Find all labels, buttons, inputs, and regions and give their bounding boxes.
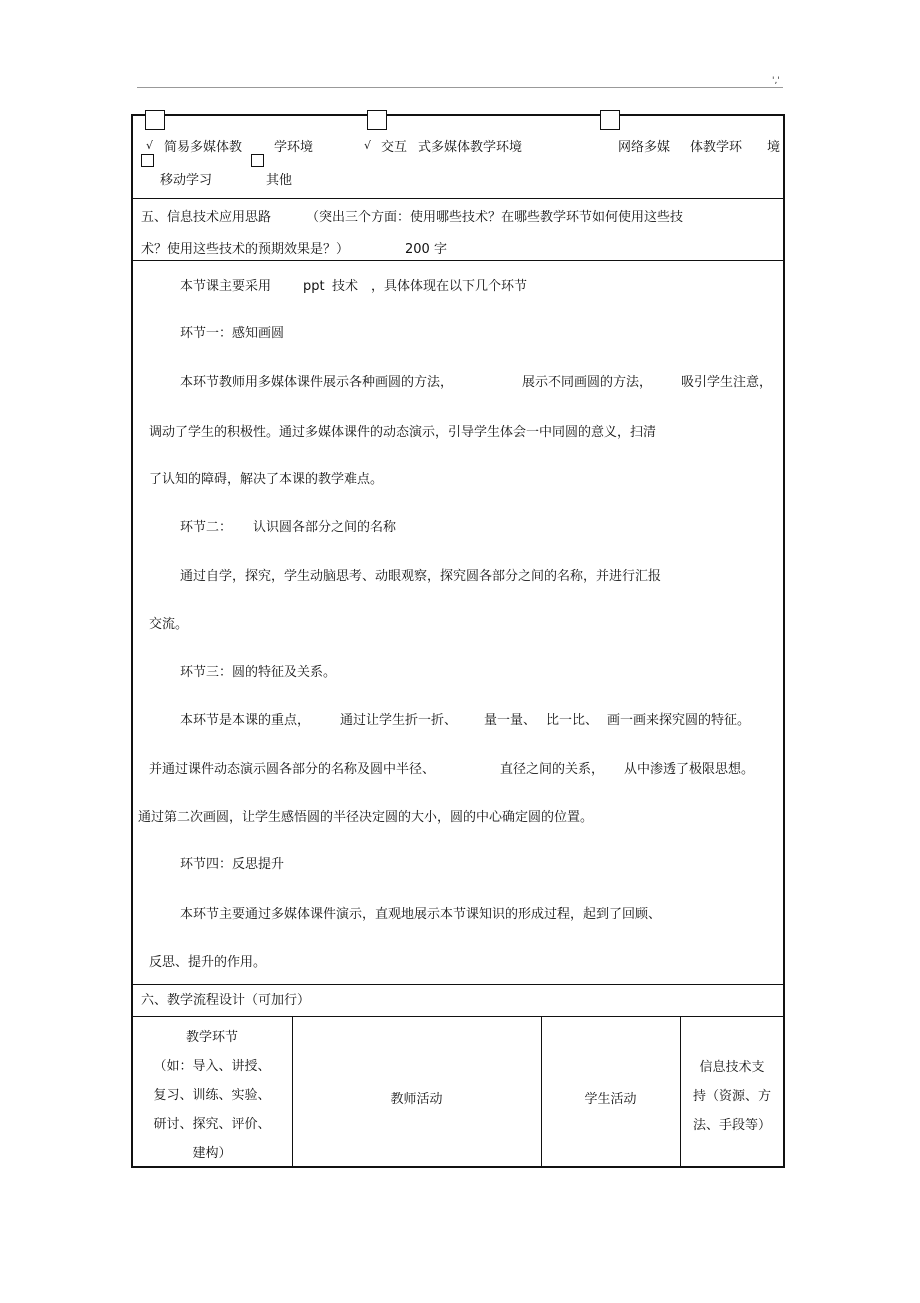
env-option-label: 网络多媒 <box>618 140 671 155</box>
body-text: 量一量、 <box>484 713 537 728</box>
body-text: 了认知的障碍，解决了本课的教学难点。 <box>149 472 384 487</box>
env-interactive-checkbox[interactable] <box>367 110 387 130</box>
column-header-stage <box>133 1023 291 1168</box>
body-text: 画一画来探究圆的特征。 <box>607 713 751 728</box>
body-text: ，具体体现在以下几个环节 <box>371 279 528 294</box>
body-text: 展示不同画圆的方法， <box>522 375 653 390</box>
env-option-label: 简易多媒体教 <box>164 140 243 155</box>
check-mark: √ <box>146 139 154 152</box>
cell-line: 持（资源、方 <box>692 1089 771 1104</box>
cell-line: 法、手段等） <box>692 1118 771 1133</box>
body-text: 直径之间的关系， <box>500 762 605 777</box>
body-text: 交流。 <box>149 617 189 632</box>
step-title: 环节四：反思提升 <box>180 857 285 872</box>
body-text: 比一比、 <box>546 713 599 728</box>
section6-title: 六、教学流程设计（可加行） <box>141 993 311 1008</box>
env-option-label: 境 <box>767 140 781 155</box>
body-text: 技术 <box>332 279 359 294</box>
body-text: 本环节主要通过多媒体课件演示，直观地展示本节课知识的形成过程，起到了回顾、 <box>180 907 662 922</box>
step-title: 认识圆各部分之间的名称 <box>253 520 397 535</box>
check-mark: √ <box>364 139 372 152</box>
body-text: 从中渗透了极限思想。 <box>624 762 755 777</box>
cell-line: 信息技术支 <box>699 1060 765 1075</box>
body-text: 反思、提升的作用。 <box>149 955 267 970</box>
section5-hint: 术？使用这些技术的预期效果是？） <box>141 242 350 257</box>
env-option-label: 式多媒体教学环境 <box>418 140 523 155</box>
body-text: 本环节教师用多媒体课件展示各种画圆的方法， <box>180 375 454 390</box>
body-text: 通过自学，探究，学生动脑思考、动眼观察，探究圆各部分之间的名称，并进行汇报 <box>180 569 662 584</box>
column-header-student: 学生活动 <box>584 1092 637 1107</box>
body-text: 通过让学生折一折、 <box>340 713 458 728</box>
cell-line: 建构） <box>192 1146 232 1161</box>
word-count: 200 字 <box>405 242 447 257</box>
header-mark: ',' <box>772 76 780 86</box>
body-text: 吸引学生注意， <box>681 375 773 390</box>
row-divider <box>131 1016 785 1017</box>
env-option-label: 其他 <box>266 173 293 188</box>
row-divider <box>131 260 785 261</box>
step-title: 环节三：圆的特征及关系。 <box>180 665 337 680</box>
table-frame <box>131 114 785 1168</box>
env-option-label: 体教学环 <box>690 140 743 155</box>
cell-line: （如：导入、讲授、 <box>153 1059 271 1074</box>
cell-line: 研讨、探究、评价、 <box>153 1117 271 1132</box>
cell-line: 教学环节 <box>185 1030 238 1045</box>
env-option-label: 移动学习 <box>160 173 213 188</box>
column-header-teacher: 教师活动 <box>390 1092 443 1107</box>
step-title: 环节一：感知画圆 <box>180 326 285 341</box>
column-header-it-support <box>681 1053 783 1140</box>
body-text: 调动了学生的积极性。通过多媒体课件的动态演示，引导学生体会一中同圆的意义，扫清 <box>149 425 657 440</box>
body-text: 并通过课件动态演示圆各部分的名称及圆中半径、 <box>149 762 436 777</box>
body-text: 本节课主要采用 <box>180 279 272 294</box>
env-option-label: 学环境 <box>274 140 314 155</box>
env-simple-checkbox[interactable] <box>145 110 165 130</box>
section5-hint: （突出三个方面：使用哪些技术？在哪些教学环节如何使用这些技 <box>306 210 684 225</box>
body-text: 本环节是本课的重点， <box>180 713 311 728</box>
row-divider <box>131 984 785 985</box>
body-text: ppt <box>303 279 325 294</box>
header-rule <box>137 87 783 88</box>
row-divider <box>131 198 785 199</box>
cell-line: 复习、训练、实验、 <box>153 1088 271 1103</box>
env-mobile-checkbox[interactable] <box>141 154 154 167</box>
step-title: 环节二： <box>180 520 233 535</box>
env-other-checkbox[interactable] <box>251 154 264 167</box>
section5-title: 五、信息技术应用思路 <box>141 210 272 225</box>
env-network-checkbox[interactable] <box>600 110 620 130</box>
env-option-label: 交互 <box>381 140 408 155</box>
body-text: 通过第二次画圆，让学生感悟圆的半径决定圆的大小，圆的中心确定圆的位置。 <box>138 810 594 825</box>
